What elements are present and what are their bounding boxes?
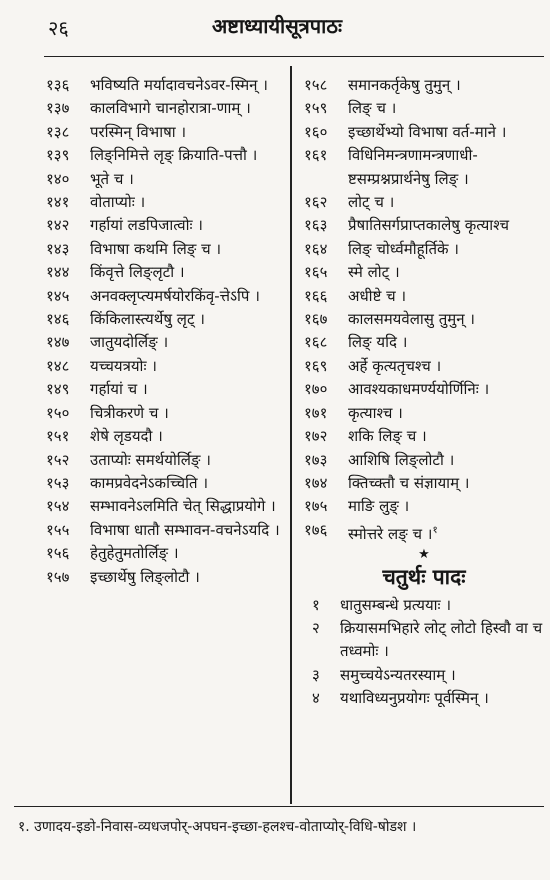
column-divider [290, 66, 292, 804]
sutra-text: इच्छार्थेभ्यो विभाषा वर्त-माने । [348, 122, 507, 141]
sutra-number: १६८ [304, 333, 328, 352]
sutra-number: १७१ [304, 403, 328, 422]
sutra-entry [304, 261, 544, 284]
right-column [304, 74, 544, 711]
sutra-text: अनवक्लृप्त्यमर्षयोरकिंवृ-त्तेऽपि । [90, 286, 260, 305]
sutra-number: १३८ [46, 122, 70, 141]
sutra-number: १७३ [304, 450, 328, 469]
sutra-text: क्रियासमभिहारे लोट् लोटो हिस्वौ वा च तध्वमोः । [340, 618, 543, 661]
sutra-entry [46, 402, 286, 425]
sutra-entry [46, 542, 286, 565]
sutra-number: १४७ [46, 333, 70, 352]
sutra-number: १५० [46, 403, 70, 422]
sutra-entry [46, 472, 286, 495]
sutra-text: भविष्यति मर्यादावचनेऽवर-स्मिन् । [90, 76, 268, 94]
sutra-number: १५३ [46, 473, 70, 492]
sutra-text: चित्रीकरणे च । [90, 403, 169, 422]
sutra-text: किंकिलास्त्यर्थेषु लृट् । [90, 310, 205, 329]
sutra-number: १४८ [46, 356, 70, 375]
footnote-rule [14, 806, 544, 807]
sutra-text: स्मोत्तरे लङ् च ।$^१$ [348, 524, 438, 543]
sutra-text: हेतुहेतुमतोर्लिङ् । [90, 544, 179, 563]
sutra-entry [46, 519, 286, 542]
sutra-number: १६३ [304, 216, 328, 235]
sutra-number: १५७ [46, 567, 70, 586]
sutra-text: माङि लुङ् । [348, 497, 410, 516]
sutra-number: १५६ [46, 544, 70, 563]
page-number: २६ [48, 16, 69, 40]
sutra-entry [304, 308, 544, 331]
sutra-text: लिङ् च । [348, 99, 397, 118]
page-header [0, 8, 550, 52]
sutra-text: कालविभागे चानहोरात्रा-णाम् । [90, 99, 251, 118]
sutra-number: १५९ [304, 99, 328, 118]
left-column [46, 74, 286, 589]
sutra-text: स्मे लोट् । [348, 263, 400, 282]
sutra-number: १७२ [304, 427, 328, 446]
sutra-text: किंवृत्ते लिङ्लृटौ । [90, 263, 185, 282]
sutra-entry [304, 331, 544, 354]
sutra-number: १४६ [46, 310, 70, 329]
sutra-entry [304, 425, 544, 448]
sutra-text: विधिनिमन्त्रणामन्त्रणाधी-ष्टसम्प्रश्नप्रार्थनेषु लिङ् । [348, 146, 478, 188]
sutra-entry [304, 449, 544, 472]
sutra-text: कालसमयवेलासु तुमुन् । [348, 310, 475, 329]
sutra-entry [46, 425, 286, 448]
sutra-text: कामप्रवेदनेऽकच्चिति । [90, 473, 209, 492]
sutra-number: १७४ [304, 473, 328, 492]
sutra-number: १४३ [46, 239, 70, 258]
sutra-text: विभाषा धातौ सम्भावन-वचनेऽयदि । [90, 520, 280, 539]
section-sutra-list [304, 594, 544, 711]
sutra-text: परस्मिन् विभाषा । [90, 122, 187, 141]
sutra-number: १४० [46, 169, 70, 188]
sutra-text: लिङ् चोर्ध्वमौहूर्तिके । [348, 239, 459, 258]
sutra-text: भूते च । [90, 169, 134, 188]
sutra-text: आवश्यकाधमर्ण्ययोर्णिनिः । [348, 380, 490, 399]
sutra-number: १४५ [46, 286, 70, 305]
sutra-text: यथाविध्यनुप्रयोगः पूर्वस्मिन् । [340, 689, 489, 708]
sutra-number: १४२ [46, 216, 70, 235]
sutra-entry [46, 238, 286, 261]
sutra-text: अधीष्टे च । [348, 286, 407, 305]
sutra-entry [46, 355, 286, 378]
sutra-text: लोट् च । [348, 193, 395, 212]
sutra-number: १३६ [46, 76, 70, 94]
sutra-entry [304, 519, 544, 546]
sutra-number: ३ [312, 665, 320, 684]
sutra-text: शकि लिङ् च । [348, 427, 427, 446]
sutra-entry [304, 594, 544, 617]
header-rule [44, 56, 544, 57]
sutra-entry [46, 308, 286, 331]
sutra-entry [304, 285, 544, 308]
sutra-entry [46, 331, 286, 354]
sutra-entry [304, 144, 544, 191]
sutra-entry [46, 144, 286, 167]
sutra-entry [304, 402, 544, 425]
sutra-text: समानकर्तृकेषु तुमुन् । [348, 76, 461, 94]
sutra-number: १५२ [46, 450, 70, 469]
sutra-number: १६५ [304, 263, 328, 282]
sutra-entry [304, 664, 544, 687]
sutra-text: सम्भावनेऽलमिति चेत् सिद्धाप्रयोगे । [90, 497, 276, 516]
sutra-text: अर्हे कृत्यतृचश्च । [348, 356, 442, 375]
sutra-number: १५४ [46, 497, 70, 516]
sutra-number: १५८ [304, 76, 328, 94]
right-sutra-list [304, 74, 544, 546]
sutra-entry [46, 449, 286, 472]
sutra-entry [46, 74, 286, 97]
sutra-text: गर्हायां च । [90, 380, 148, 399]
sutra-text: उताप्योः समर्थयोर्लिङ् । [90, 450, 211, 469]
sutra-number: १ [312, 595, 320, 614]
sutra-number: १६७ [304, 310, 328, 329]
sutra-text: क्तिच्क्तौ च संज्ञायाम् । [348, 473, 470, 492]
sutra-entry [46, 566, 286, 589]
sutra-number: १५५ [46, 520, 70, 539]
sutra-entry [304, 191, 544, 214]
star-ornament: ★ [418, 547, 430, 563]
sutra-entry [46, 97, 286, 120]
sutra-entry [304, 378, 544, 401]
sutra-text: लिङ् यदि । [348, 333, 408, 352]
sutra-entry [46, 168, 286, 191]
sutra-text: प्रैषातिसर्गप्राप्तकालेषु कृत्याश्च [348, 216, 510, 235]
sutra-number: १४१ [46, 193, 70, 212]
sutra-number: १६२ [304, 193, 328, 212]
sutra-number: १७६ [304, 520, 328, 539]
sutra-text: कृत्याश्च । [348, 403, 403, 422]
sutra-number: १६६ [304, 286, 328, 305]
sutra-entry [304, 617, 544, 664]
page-title: अष्टाध्यायीसूत्रपाठः [212, 14, 342, 38]
sutra-number: १६९ [304, 356, 328, 375]
sutra-text: वोताप्योः । [90, 193, 146, 212]
sutra-entry [304, 355, 544, 378]
sutra-entry [304, 97, 544, 120]
sutra-entry [304, 495, 544, 518]
sutra-number: १४९ [46, 380, 70, 399]
sutra-number: १३९ [46, 146, 70, 165]
sutra-entry [46, 495, 286, 518]
sutra-entry [304, 687, 544, 710]
sutra-number: १६१ [304, 146, 328, 165]
footnote: १. उणादय-इङो-निवास-व्यधजपोर्-अपघन-इच्छा-हलश्च-वोताप्योर्-विधि-षोडश । [18, 819, 417, 835]
sutra-text: विभाषा कथमि लिङ् च । [90, 239, 222, 258]
sutra-entry [304, 121, 544, 144]
sutra-number: १७० [304, 380, 328, 399]
sutra-entry [46, 285, 286, 308]
section-title: चतुर्थः पादः [382, 565, 466, 590]
sutra-number: ४ [312, 689, 320, 708]
sutra-text: शेषे लृडयदौ । [90, 427, 163, 446]
sutra-entry [304, 214, 544, 237]
sutra-entry [46, 191, 286, 214]
sutra-text: इच्छार्थेषु लिङ्लोटौ । [90, 567, 200, 586]
sutra-entry [46, 121, 286, 144]
sutra-text: समुच्चयेऽन्यतरस्याम् । [340, 665, 456, 684]
sutra-number: २ [312, 618, 320, 637]
sutra-number: १४४ [46, 263, 70, 282]
sutra-entry [304, 238, 544, 261]
sutra-text: आशिषि लिङ्लोटौ । [348, 450, 455, 469]
sutra-text: गर्हायां लडपिजात्वोः । [90, 216, 203, 235]
sutra-entry [46, 261, 286, 284]
sutra-number: १६० [304, 122, 328, 141]
sutra-number: १३७ [46, 99, 70, 118]
sutra-text: जातुयदोर्लिङ् । [90, 333, 169, 352]
sutra-number: १६४ [304, 239, 328, 258]
sutra-entry [46, 214, 286, 237]
sutra-number: १५१ [46, 427, 70, 446]
sutra-entry [304, 74, 544, 97]
footnote-marker: १ [432, 524, 438, 536]
sutra-number: १७५ [304, 497, 328, 516]
sutra-entry [304, 472, 544, 495]
sutra-text: धातुसम्बन्धे प्रत्ययाः । [340, 595, 452, 614]
sutra-text: यच्चयत्रयोः । [90, 356, 157, 375]
sutra-text: लिङ्निमित्ते लृङ् क्रियाति-पत्तौ । [90, 146, 258, 165]
sutra-entry [46, 378, 286, 401]
